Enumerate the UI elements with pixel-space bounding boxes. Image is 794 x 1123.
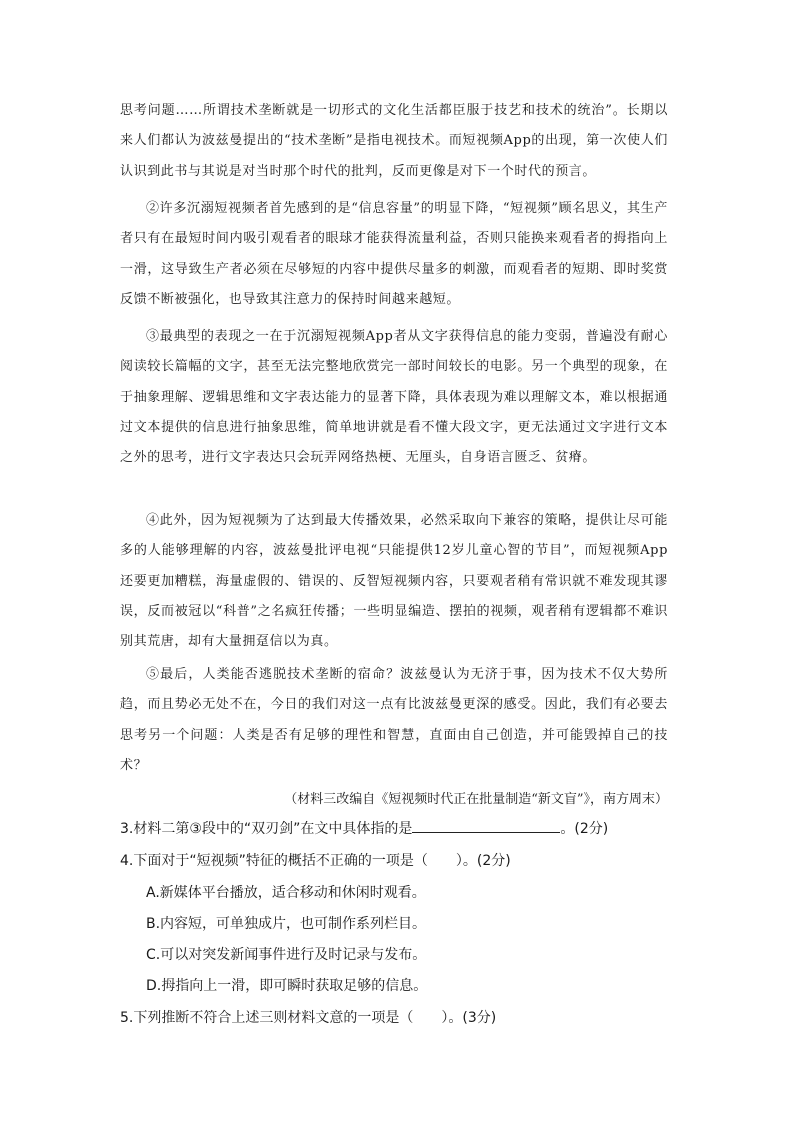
question-3-score: 。(2分) <box>560 821 609 837</box>
option-a: A.新媒体平台播放，适合移动和休闲时观看。 <box>146 885 426 901</box>
paragraph-5: ⑤最后，人类能否逃脱技术垄断的宿命？波兹曼认为无济于事，因为技术不仅大势所趋，而且势必无处不在，今日的我们对这一点有比波兹曼更深的感受。因此，我们有必要去思考另一个问题：人类是否有足够的理性和智慧，直面由自己创造，并可能毁掉自己的技术？ <box>120 667 668 773</box>
question-4: 4.下面对于“短视频”特征的概括不正确的一项是（ ）。(2分) <box>120 853 511 869</box>
question-3-text: 3.材料二第③段中的“双刃剑”在文中具体指的是 <box>120 821 413 837</box>
option-c: C.可以对突发新闻事件进行及时记录与发布。 <box>146 947 427 963</box>
option-b: B.内容短，可单独成片，也可制作系列栏目。 <box>146 916 427 932</box>
paragraph-2: ②许多沉溺短视频者首先感到的是“信息容量”的明显下降，“短视频”顾名思义，其生产者只有在最短时间内吸引观看者的眼球才能获得流量利益，否则只能换来观看者的拇指向上一滑，这导致生产者必须在尽够短的内容中提供尽量多的刺激，而观看者的短期、即时奖赏反馈不断被强化，也导致其注意力的保持时间越来越短。 <box>120 201 668 307</box>
option-d: D.拇指向上一滑，即可瞬时获取足够的信息。 <box>146 978 428 994</box>
answer-blank[interactable] <box>412 817 560 833</box>
question-5: 5.下列推断不符合上述三则材料文意的一项是（ ）。(3分) <box>120 1010 497 1026</box>
paragraph-3: ③最典型的表现之一在于沉溺短视频App者从文字获得信息的能力变弱，普遍没有耐心阅读较长篇幅的文字，甚至无法完整地欣赏完一部时间较长的电影。另一个典型的现象，在于抽象理解、逻辑思维和文字表达能力的显著下降，具体表现为难以理解文本，难以根据通过文本提供的信息进行抽象思维，简单地讲就是看不懂大段文字，更无法通过文字进行文本之外的思考，进行文字表达只会玩弄网络热梗、无厘头，自身语言匮乏、贫瘠。 <box>120 329 668 466</box>
paragraph-4: ④此外，因为短视频为了达到最大传播效果，必然采取向下兼容的策略，提供让尽可能多的人能够理解的内容，波兹曼批评电视“只能提供12岁儿童心智的节目”，而短视频App还要更加糟糕，海量虚假的、错误的、反智短视频内容，只要观者稍有常识就不难发现其谬误，反而被冠以“科普”之名疯狂传播；一些明显编造、摆拍的视频，观者稍有逻辑都不难识别其荒唐，却有大量拥趸信以为真。 <box>120 513 668 650</box>
source-citation: （材料三改编自《短视频时代正在批量制造“新文盲”》，南方周末） <box>284 792 668 807</box>
paragraph-continuation: 思考问题……所谓技术垄断就是一切形式的文化生活都臣服于技艺和技术的统治”。长期以来人们都认为波兹曼提出的“技术垄断”是指电视技术。而短视频App的出现，第一次使人们认识到此书与其说是对当时那个时代的批判，反而更像是对下一个时代的预言。 <box>120 103 668 179</box>
question-3 <box>120 816 680 842</box>
